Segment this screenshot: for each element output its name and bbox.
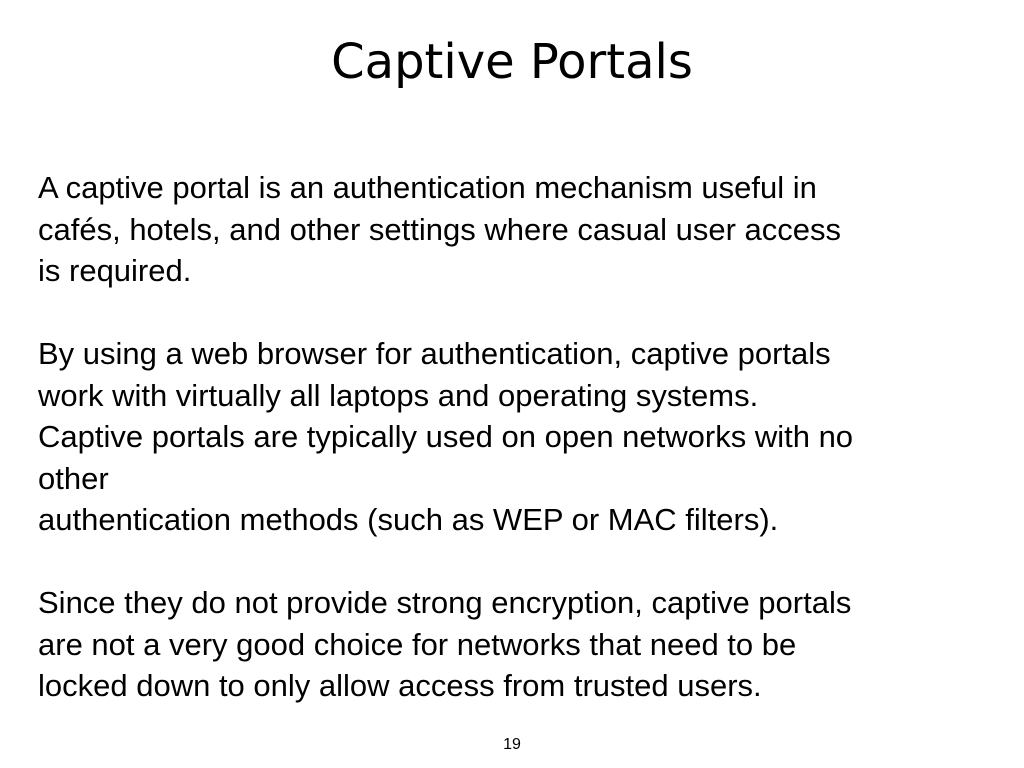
text-line: other (38, 460, 109, 496)
page-number: 19 (503, 736, 521, 753)
paragraph-definition (38, 167, 998, 292)
text-line: authentication methods (such as WEP or MAC filters). (38, 502, 779, 537)
paragraph-usage (38, 333, 998, 541)
text-line: work with virtually all laptops and operating systems. (38, 377, 759, 413)
text-line: cafés, hotels, and other settings where casual user access (38, 211, 841, 247)
text-line: locked down to only allow access from trusted users. (38, 668, 762, 703)
slide-title: Captive Portals (331, 34, 693, 90)
text-line: Since they do not provide strong encryption, captive portals (38, 585, 852, 620)
slide-body (38, 167, 998, 748)
text-line: Captive portals are typically used on open networks with no (38, 419, 854, 454)
text-line: is required. (38, 253, 192, 288)
paragraph-limitations (38, 582, 998, 707)
text-line: are not a very good choice for networks that need to be (38, 626, 797, 662)
text-line: By using a web browser for authentication, captive portals (38, 336, 831, 371)
text-line: A captive portal is an authentication mechanism useful in (38, 170, 817, 205)
